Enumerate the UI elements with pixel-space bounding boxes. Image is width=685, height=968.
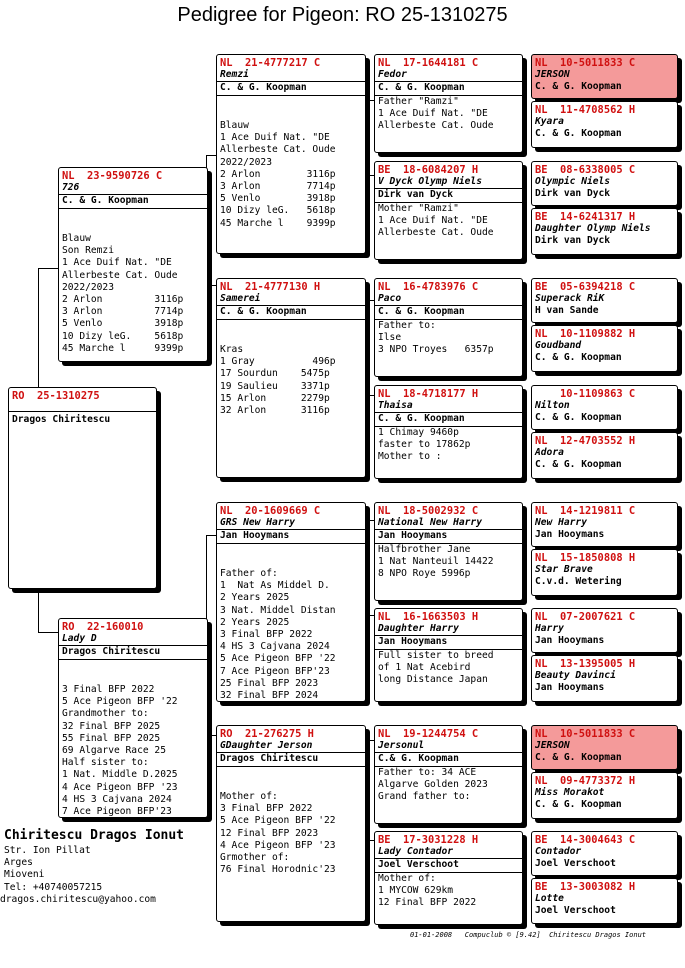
ring-number: BE 05-6394218 C xyxy=(535,281,636,293)
ring-number: NL 16-1663503 H xyxy=(378,611,479,623)
ring-number: NL 15-1850808 H xyxy=(535,552,636,564)
grandparent-card[interactable] xyxy=(216,725,366,922)
great-grandparent-card[interactable] xyxy=(374,725,523,824)
ring-number: NL 17-1644181 C xyxy=(378,57,479,69)
owner: C. & G. Koopman xyxy=(535,799,622,811)
ring-number: NL 19-1244754 C xyxy=(378,728,479,740)
ancestor-card[interactable] xyxy=(531,549,678,596)
owner: C. & G. Koopman xyxy=(535,128,622,140)
ancestor-card[interactable] xyxy=(531,325,678,372)
pigeon-name: GDaughter Jerson xyxy=(220,740,313,752)
owner: Jan Hooymans xyxy=(375,635,522,649)
connector-line xyxy=(206,535,216,536)
ring-number: BE 18-6084207 H xyxy=(378,164,479,176)
ancestor-card[interactable] xyxy=(531,772,678,819)
ring-number: BE 14-3004643 C xyxy=(535,834,636,846)
grandparent-card[interactable] xyxy=(216,502,366,702)
ring-number: NL 13-1395005 H xyxy=(535,658,636,670)
breeder-street: Str. Ion Pillat xyxy=(4,845,91,856)
pigeon-name: Star Brave xyxy=(535,564,593,576)
pigeon-name: Jersonul xyxy=(378,740,425,752)
owner: C. & G. Koopman xyxy=(535,412,622,424)
connector-line xyxy=(38,588,39,632)
ring-number: NL 14-1219811 C xyxy=(535,505,636,517)
pigeon-name: Superack RiK xyxy=(535,293,605,305)
grandparent-card[interactable] xyxy=(216,54,366,254)
owner: Joel Verschoot xyxy=(375,858,522,872)
info-block: Father to: Ilse 3 NPO Troyes 6357p xyxy=(378,319,494,356)
connector-line xyxy=(38,268,58,269)
ring-number: NL 16-4783976 C xyxy=(378,281,479,293)
pigeon-name: Daughter Harry xyxy=(378,623,459,635)
info-block: Full sister to breed of 1 Nat Acebird long Distance Japan xyxy=(378,649,494,686)
pigeon-name: JERSON xyxy=(535,740,570,752)
ring-number: BE 14-6241317 H xyxy=(535,211,636,223)
owner: Jan Hooymans xyxy=(217,529,365,543)
ring-number: NL 18-4718177 H xyxy=(378,388,479,400)
owner: C. & G. Koopman xyxy=(59,194,207,208)
owner: Dirk van Dyck xyxy=(535,188,611,200)
owner: Dragos Chiritescu xyxy=(217,752,365,766)
ancestor-card[interactable] xyxy=(531,208,678,255)
info-block: Mother of: 3 Final BFP 2022 5 Ace Pigeon BFP '22 12 Final BFP 2023 4 Ace Pigeon BFP '23 Grmother of: 76 Final Horodnic'23 xyxy=(220,791,336,876)
info-block: Father of: 1 Nat As Middel D. 2 Years 2025 3 Nat. Middel Distan 2 Years 2025 3 Final BFP 2022 4 HS 3 Cajvana 2024 5 Ace Pigeon BFP '22 7 Ace Pigeon BFP'23 25 Final BFP 2023 32 Final BFP 2024 xyxy=(220,568,336,702)
ring-number: NL 12-4703552 H xyxy=(535,435,636,447)
pigeon-name: GRS New Harry xyxy=(220,517,296,529)
pigeon-name: Kyara xyxy=(535,116,564,128)
ring-number: NL 10-5011833 C xyxy=(535,728,636,740)
owner: Dragos Chiritescu xyxy=(9,411,156,426)
pigeon-name: Harry xyxy=(535,623,564,635)
owner: C.v.d. Wetering xyxy=(535,576,622,588)
pigeon-name: Goudband xyxy=(535,340,582,352)
grandparent-card[interactable] xyxy=(216,278,366,478)
ancestor-card[interactable] xyxy=(531,101,678,148)
ancestor-card[interactable] xyxy=(531,878,678,924)
pigeon-name: V Dyck Olymp Niels xyxy=(378,176,482,188)
ring-number: RO 25-1310275 xyxy=(12,390,100,402)
ring-number: NL 10-1109882 H xyxy=(535,328,636,340)
info-block: Father to: 34 ACE Algarve Golden 2023 Grand father to: xyxy=(378,766,488,803)
breeder-info xyxy=(0,827,184,906)
ring-number: RO 21-276275 H xyxy=(220,728,314,740)
connector-line xyxy=(206,155,216,156)
footer-credit: 01-01-2008 Compuclub © [9.42] Chiritescu Dragos Ionut xyxy=(410,931,647,939)
ancestor-card[interactable] xyxy=(531,432,678,479)
owner: C. & G. Koopman xyxy=(535,752,622,764)
pigeon-name: Samerei xyxy=(220,293,261,305)
breeder-town: Mioveni xyxy=(4,869,45,881)
breeder-email[interactable]: dragos.chiritescu@yahoo.com xyxy=(0,893,156,905)
pigeon-name: National New Harry xyxy=(378,517,482,529)
ring-number: NL 11-4708562 H xyxy=(535,104,636,116)
owner: C. & G. Koopman xyxy=(535,459,622,471)
info-block: Father "Ramzi" 1 Ace Duif Nat. "DE Allerbeste Cat. Oude xyxy=(378,95,494,132)
ring-number: NL 07-2007621 C xyxy=(535,611,636,623)
ancestor-card-highlighted[interactable] xyxy=(531,54,678,99)
owner: H van Sande xyxy=(535,305,599,317)
owner: Jan Hooymans xyxy=(535,529,605,541)
connector-line xyxy=(38,268,39,388)
info-block: Blauw Son Remzi 1 Ace Duif Nat. "DE Allerbeste Cat. Oude 2022/2023 2 Arlon 3116p 3 Arlon 7714p 5 Venlo 3918p 10 Dizy leG. 5618p 45 Marche l 9399p xyxy=(62,233,184,354)
ring-number: RO 22-160010 xyxy=(62,621,144,633)
pigeon-name: Paco xyxy=(378,293,402,305)
ring-number: BE 13-3003082 H xyxy=(535,881,636,893)
pigeon-name: Miss Morakot xyxy=(535,787,605,799)
info-block: 1 Chimay 9460p faster to 17862p Mother to : xyxy=(378,426,471,463)
ring-number: BE 08-6338005 C xyxy=(535,164,636,176)
ring-number: NL 18-5002932 C xyxy=(378,505,479,517)
connector-line xyxy=(38,632,58,633)
pigeon-name: Lady D xyxy=(62,633,97,645)
great-grandparent-card[interactable] xyxy=(374,831,523,925)
great-grandparent-card[interactable] xyxy=(374,608,523,702)
breeder-city: Arges xyxy=(4,857,33,869)
pigeon-name: Fedor xyxy=(378,69,407,81)
ring-number: NL 23-9590726 C xyxy=(62,170,163,182)
owner: Joel Verschoot xyxy=(535,858,616,870)
pigeon-name: New Harry xyxy=(535,517,587,529)
info-block: Mother of: 1 MYCOW 629km 12 Final BFP 2022 xyxy=(378,872,477,909)
breeder-phone: Tel: +40740057215 xyxy=(4,881,103,893)
owner: Dirk van Dyck xyxy=(375,188,522,202)
ancestor-card[interactable] xyxy=(531,385,678,430)
info-block: 3 Final BFP 2022 5 Ace Pigeon BFP '22 Grandmother to: 32 Final BFP 2025 55 Final BFP 2025 69 Algarve Race 25 Half sister to: 1 Nat. Middle D.2025 4 Ace Pigeon BFP '23 4 HS 3 Cajvana 2024 7 Ace Pigeon BFP'23 xyxy=(62,684,178,818)
pigeon-name: Lotte xyxy=(535,893,564,905)
pigeon-name: Nilton xyxy=(535,400,570,412)
pigeon-name: Lady Contador xyxy=(378,846,454,858)
great-grandparent-card[interactable] xyxy=(374,278,523,377)
ancestor-card[interactable] xyxy=(531,831,678,876)
info-block: Halfbrother Jane 1 Nat Nanteuil 14422 8 NPO Roye 5996p xyxy=(378,543,494,580)
info-block: Mother "Ramzi" 1 Ace Duif Nat. "DE Allerbeste Cat. Oude xyxy=(378,202,494,239)
sire-card[interactable] xyxy=(58,167,208,362)
pigeon-name: Daughter Olymp Niels xyxy=(535,223,651,235)
ancestor-card[interactable] xyxy=(531,655,678,702)
owner: C. & G. Koopman xyxy=(535,81,622,93)
subject-card[interactable] xyxy=(8,387,157,589)
breeder-name: Chiritescu Dragos Ionut xyxy=(4,828,185,843)
ancestor-card[interactable] xyxy=(531,608,678,653)
ring-number: BE 17-3031228 H xyxy=(378,834,479,846)
ancestor-card-highlighted[interactable] xyxy=(531,725,678,770)
owner: C.& G. Koopman xyxy=(375,752,522,766)
pigeon-name: Adora xyxy=(535,447,564,459)
ancestor-card[interactable] xyxy=(531,278,678,323)
owner: Jan Hooymans xyxy=(535,682,605,694)
owner: Dragos Chiritescu xyxy=(59,645,207,659)
great-grandparent-card[interactable] xyxy=(374,385,523,479)
pigeon-name: Thaisa xyxy=(378,400,413,412)
pigeon-name: Olympic Niels xyxy=(535,176,611,188)
ring-number: NL 10-5011833 C xyxy=(535,57,636,69)
ring-number: NL 20-1609669 C xyxy=(220,505,321,517)
great-grandparent-card[interactable] xyxy=(374,161,523,260)
ring-number: NL 09-4773372 H xyxy=(535,775,636,787)
page-title: Pedigree for Pigeon: RO 25-1310275 xyxy=(177,4,508,26)
owner: C. & G. Koopman xyxy=(535,352,622,364)
ring-number: NL 21-4777217 C xyxy=(220,57,321,69)
ring-number: NL 21-4777130 H xyxy=(220,281,321,293)
owner: Dirk van Dyck xyxy=(535,235,611,247)
owner: C. & G. Koopman xyxy=(375,412,522,426)
ring-number: 10-1109863 C xyxy=(535,388,636,400)
owner: C. & G. Koopman xyxy=(375,305,522,319)
owner: C. & G. Koopman xyxy=(217,305,365,319)
ancestor-card[interactable] xyxy=(531,161,678,206)
owner: C. & G. Koopman xyxy=(375,81,522,95)
ancestor-card[interactable] xyxy=(531,502,678,547)
great-grandparent-card[interactable] xyxy=(374,54,523,153)
great-grandparent-card[interactable] xyxy=(374,502,523,601)
pigeon-name: JERSON xyxy=(535,69,570,81)
info-block: Kras 1 Gray 496p 17 Sourdun 5475p 19 Saulieu 3371p 15 Arlon 2279p 32 Arlon 3116p xyxy=(220,344,336,417)
owner: Jan Hooymans xyxy=(535,635,605,647)
pigeon-name: Beauty Davinci xyxy=(535,670,616,682)
pigeon-name: Contador xyxy=(535,846,582,858)
info-block: Blauw 1 Ace Duif Nat. "DE Allerbeste Cat. Oude 2022/2023 2 Arlon 3116p 3 Arlon 7714p 5 Venlo 3918p 10 Dizy leG. 5618p 45 Marche l 9399p xyxy=(220,120,336,229)
owner: C. & G. Koopman xyxy=(217,81,365,95)
owner: Jan Hooymans xyxy=(375,529,522,543)
owner: Joel Verschoot xyxy=(535,905,616,917)
dam-card[interactable] xyxy=(58,618,208,818)
pigeon-name: Remzi xyxy=(220,69,249,81)
pigeon-name: 726 xyxy=(62,182,80,194)
